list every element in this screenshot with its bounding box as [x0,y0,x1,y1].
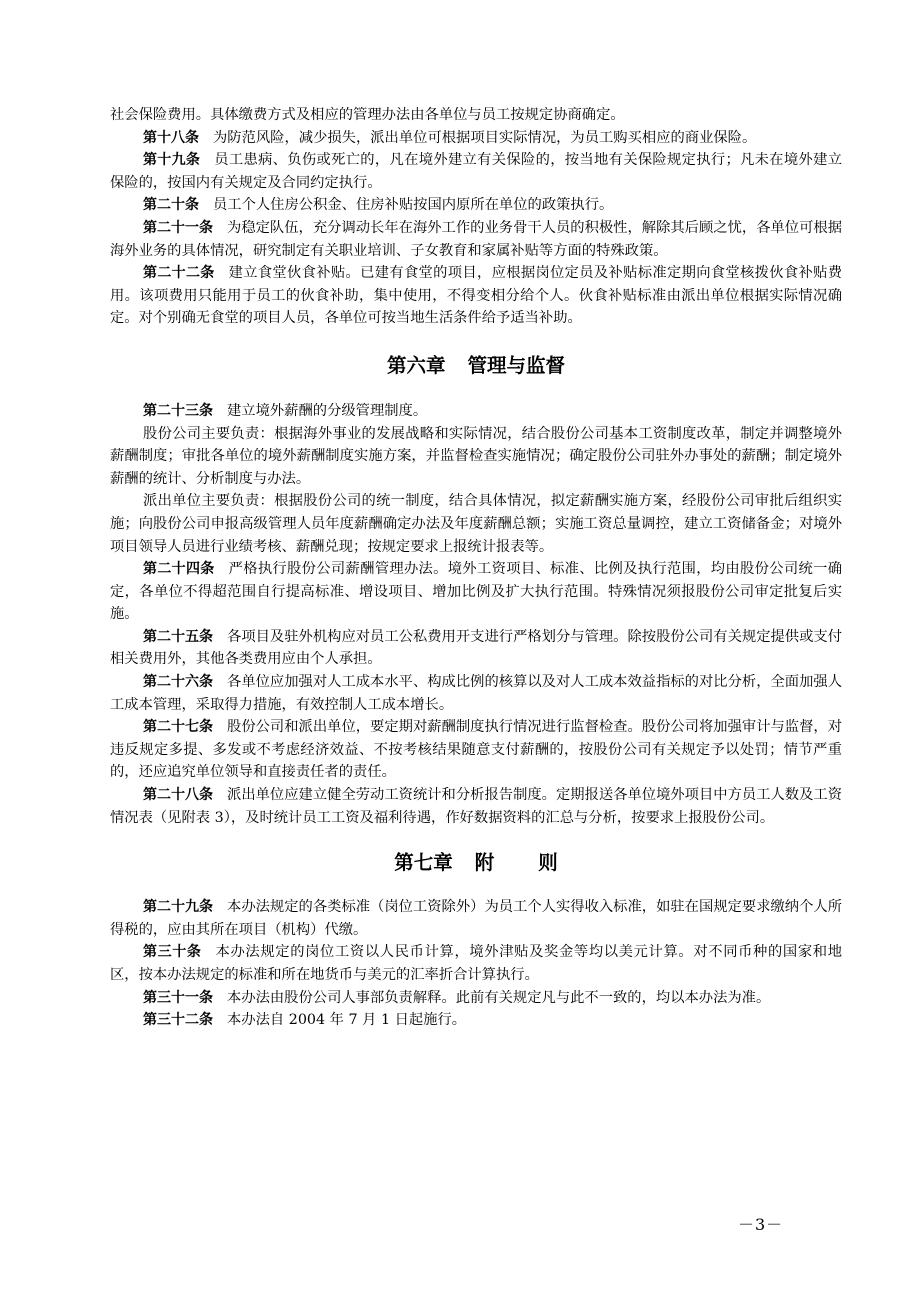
continuation-paragraph: 社会保险费用。具体缴费方式及相应的管理办法由各单位与员工按规定协商确定。 [110,107,625,123]
article-label: 第二十九条 [143,899,214,916]
article-label: 第二十一条 [143,219,214,236]
article-29 [110,896,842,941]
article-text: 建立境外薪酬的分级管理制度。 [227,402,428,419]
article-25 [110,626,842,671]
article-text: 员工患病、负伤或死亡的，凡在境外建立有关保险的，按当地有关保险规定执行；凡未在境外建立保险的，按国内有关规定及合同约定执行。 [110,152,843,191]
article-text: 建立食堂伙食补贴。已建有食堂的项目，应根据岗位定员及补贴标准定期向食堂核拨伙食补贴费用。该项费用只能用于员工的伙食补助，集中使用，不得变相分给个人。伙食补贴标准由派出单位根据实际情况确定。对个别确无食堂的项目人员，各单位可按当地生活条件给予适当补助。 [110,265,843,327]
article-text: 各单位应加强对人工成本水平、构成比例的核算以及对人工成本效益指标的对比分析，全面加强人工成本管理，采取得力措施，有效控制人工成本增长。 [110,674,843,713]
document-page [110,104,842,1032]
article-24 [110,558,842,626]
article-label: 第二十七条 [143,719,214,736]
article-text: 本办法自 2004 年 7 月 1 日起施行。 [227,1012,467,1029]
chapter-title-part-1: 附 [474,851,495,875]
article-text: 为稳定队伍，充分调动长年在海外工作的业务骨干人员的积极性，解除其后顾之忧，各单位可根据海外业务的具体情况，研究制定有关职业培训、子女教育和家属补贴等方面的特殊政策。 [110,219,843,259]
article-31 [110,987,842,1010]
article-label: 第十八条 [143,129,199,146]
article-20 [110,194,842,217]
article-22 [110,262,842,330]
article-21 [110,217,842,262]
chapter-7-heading [110,849,842,877]
article-28 [110,784,842,829]
article-text: 本办法由股份公司人事部负责解释。此前有关规定凡与此不一致的，均以本办法为准。 [227,989,771,1006]
article-label: 第三十二条 [143,1012,213,1029]
article-text: 各项目及驻外机构应对员工公私费用开支进行严格划分与管理。除按股份公司有关规定提供或支付相关费用外，其他各类费用应由个人承担。 [110,628,843,668]
chapter-title-part-2: 则 [538,851,558,875]
chapter-number: 第六章 [386,353,446,377]
article-30 [110,941,842,986]
article-26 [110,671,842,716]
article-text: 本办法规定的岗位工资以人民币计算，境外津贴及奖金等均以美元计算。对不同币种的国家和地区，按本办法规定的标准和所在地货币与美元的汇率折合计算执行。 [110,944,843,983]
article-label: 第三十条 [143,944,202,961]
article-label: 第十九条 [143,152,201,169]
article-label: 第二十八条 [143,787,214,804]
page-number: －3－ [738,1215,784,1234]
chapter-number: 第七章 [394,851,453,875]
article-18 [110,127,842,150]
article-23 [110,400,842,423]
article-label: 第二十六条 [143,674,214,691]
article-text: 派出单位应建立健全劳动工资统计和分析报告制度。定期报送各单位境外项目中方员工人数及工资情况表（见附表 3），及时统计员工工资及福利待遇，作好数据资料的汇总与分析，按要求上报股份公司。 [110,787,843,826]
article-label: 第二十三条 [143,402,213,419]
article-label: 第二十五条 [143,628,214,645]
chapter-6-heading [110,352,842,380]
company-responsibilities-paragraph: 股份公司主要负责：根据海外事业的发展战略和实际情况，结合股份公司基本工资制度改革，制定并调整境外薪酬制度；审批各单位的境外薪酬制度实施方案，并监督检查实施情况；确定股份公司驻外办事处的薪酬；制定境外薪酬的统计、分析制度与办法。 [110,425,842,487]
article-text: 本办法规定的各类标准（岗位工资除外）为员工个人实得收入标准，如驻在国规定要求缴纳个人所得税的，应由其所在项目（机构）代缴。 [110,899,843,938]
article-label: 第三十一条 [143,989,213,1006]
article-27 [110,716,842,784]
article-label: 第二十二条 [143,265,215,282]
article-label: 第二十条 [143,197,199,214]
article-19 [110,149,842,194]
article-text: 为防范风险，减少损失，派出单位可根据项目实际情况，为员工购买相应的商业保险。 [213,129,757,146]
article-text: 员工个人住房公积金、住房补贴按国内原所在单位的政策执行。 [213,197,614,214]
chapter-title: 管理与监督 [467,353,566,377]
article-label: 第二十四条 [143,561,215,578]
article-text: 股份公司和派出单位，要定期对薪酬制度执行情况进行监督检查。股份公司将加强审计与监督，对违反规定多提、多发或不考虑经济效益、不按考核结果随意支付薪酬的，按股份公司有关规定予以处罚；情节严重的，还应追究单位领导和直接责任者的责任。 [110,719,843,781]
article-32 [110,1009,842,1032]
dispatch-unit-responsibilities-paragraph: 派出单位主要负责：根据股份公司的统一制度，结合具体情况，拟定薪酬实施方案，经股份公司审批后组织实施；向股份公司申报高级管理人员年度薪酬确定办法及年度薪酬总额；实施工资总量调控，建立工资储备金；对境外项目领导人员进行业绩考核、薪酬兑现；按规定要求上报统计报表等。 [110,493,842,555]
article-text: 严格执行股份公司薪酬管理办法。境外工资项目、标准、比例及执行范围，均由股份公司统一确定，各单位不得超范围自行提高标准、增设项目、增加比例及扩大执行范围。特殊情况须报股份公司审定批复后实施。 [110,561,843,623]
